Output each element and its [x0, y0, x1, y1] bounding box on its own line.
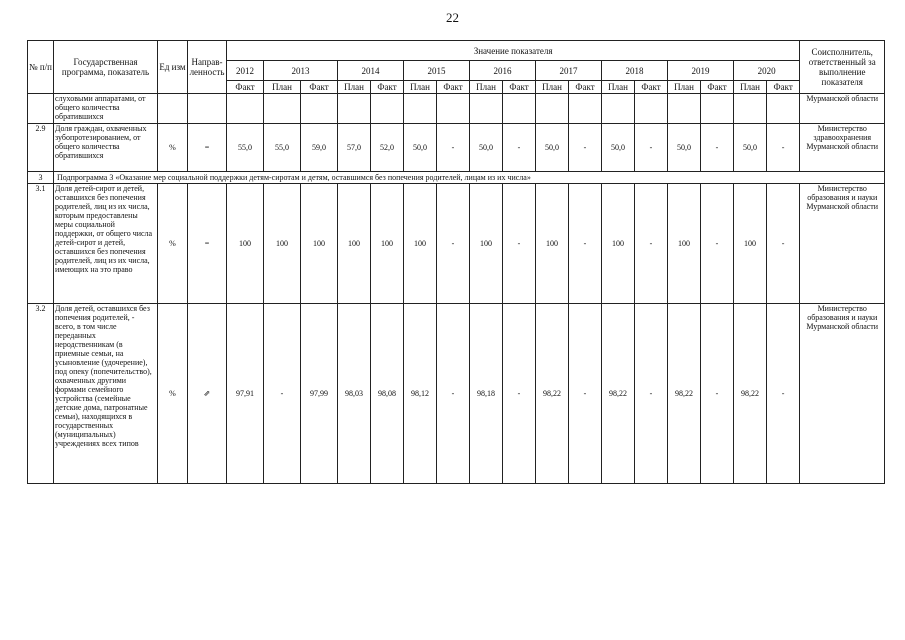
value-cell: 50,0 [734, 124, 767, 172]
value-cell [404, 94, 437, 124]
col-fact: Факт [227, 81, 264, 94]
value-cell [503, 94, 536, 124]
subprogram-num: 3 [28, 172, 54, 184]
value-cell: 52,0 [371, 124, 404, 172]
col-plan: План [602, 81, 635, 94]
row-indicator-name: слуховыми аппаратами, от общего количества обратившихся [54, 94, 158, 124]
value-cell: 98,22 [602, 304, 635, 484]
value-cell: 100 [470, 184, 503, 304]
col-fact: Факт [701, 81, 734, 94]
col-fact: Факт [767, 81, 800, 94]
value-cell: - [635, 304, 668, 484]
value-cell [301, 94, 338, 124]
value-cell: 98,22 [668, 304, 701, 484]
value-cell: 55,0 [227, 124, 264, 172]
year-2017: 2017 [536, 61, 602, 81]
header-coexecutor: Соисполнитель, ответственный за выполнение показателя [800, 41, 885, 94]
value-cell: 98,03 [338, 304, 371, 484]
value-cell: 98,08 [371, 304, 404, 484]
value-cell: 57,0 [338, 124, 371, 172]
value-cell: 50,0 [668, 124, 701, 172]
year-2020: 2020 [734, 61, 800, 81]
col-plan: План [668, 81, 701, 94]
col-plan: План [338, 81, 371, 94]
year-2012: 2012 [227, 61, 264, 81]
value-cell: - [701, 184, 734, 304]
value-cell: - [767, 304, 800, 484]
header-program: Государственная программа, показатель [54, 41, 158, 94]
value-cell: 100 [404, 184, 437, 304]
col-fact: Факт [437, 81, 470, 94]
indicators-table [27, 40, 885, 484]
row-coexecutor: Министерство образования и науки Мурманской области [800, 184, 885, 304]
value-cell: 98,18 [470, 304, 503, 484]
value-cell [569, 94, 602, 124]
value-cell: 100 [338, 184, 371, 304]
row-indicator-name: Доля детей, оставшихся без попечения родителей, - всего, в том числе переданных неродственникам (в приемные семьи, на усыновление (удочерение), под опеку (попечительство), охваченных другими формами семейного устройства (семейные детские дома, патронатные семьи), находящихся в государственных (муниципальных) учреждениях всех типов [54, 304, 158, 484]
col-fact: Факт [301, 81, 338, 94]
subprogram-title: Подпрограмма 3 «Оказание мер социальной поддержки детям-сиротам и детям, оставшимся без попечения родителей, лицам из их числа» [54, 172, 885, 184]
value-cell: 50,0 [404, 124, 437, 172]
value-cell: - [437, 184, 470, 304]
value-cell: - [635, 124, 668, 172]
value-cell [470, 94, 503, 124]
row-num [28, 94, 54, 124]
value-cell: - [569, 304, 602, 484]
row-direction [188, 94, 227, 124]
year-2019: 2019 [668, 61, 734, 81]
row-unit: % [158, 184, 188, 304]
value-cell: - [701, 304, 734, 484]
row-coexecutor: Министерство образования и науки Мурманской области [800, 304, 885, 484]
value-cell: 100 [301, 184, 338, 304]
value-cell: 55,0 [264, 124, 301, 172]
table-row [28, 94, 885, 124]
value-cell: 98,22 [734, 304, 767, 484]
row-coexecutor: Министерство здравоохранения Мурманской области [800, 124, 885, 172]
header-value-title: Значение показателя [227, 41, 800, 61]
year-2018: 2018 [602, 61, 668, 81]
value-cell: 100 [734, 184, 767, 304]
value-cell [227, 94, 264, 124]
col-plan: План [404, 81, 437, 94]
value-cell: - [503, 124, 536, 172]
value-cell [767, 94, 800, 124]
row-indicator-name: Доля граждан, охваченных зубопротезированием, от общего количества обратившихся [54, 124, 158, 172]
value-cell [602, 94, 635, 124]
value-cell [635, 94, 668, 124]
table-row [28, 304, 885, 484]
row-num: 3.2 [28, 304, 54, 484]
value-cell [701, 94, 734, 124]
col-fact: Факт [635, 81, 668, 94]
value-cell: - [503, 304, 536, 484]
value-cell [437, 94, 470, 124]
table-row [28, 184, 885, 304]
row-unit: % [158, 124, 188, 172]
header-direction: Направ-ленность [188, 41, 227, 94]
header-num: № п/п [28, 41, 54, 94]
value-cell: - [437, 124, 470, 172]
value-cell: 98,12 [404, 304, 437, 484]
year-2016: 2016 [470, 61, 536, 81]
value-cell: - [569, 124, 602, 172]
year-2014: 2014 [338, 61, 404, 81]
table-row [28, 124, 885, 172]
value-cell: 100 [371, 184, 404, 304]
value-cell: 100 [227, 184, 264, 304]
row-num: 2.9 [28, 124, 54, 172]
row-num: 3.1 [28, 184, 54, 304]
year-2015: 2015 [404, 61, 470, 81]
header-unit: Ед изм [158, 41, 188, 94]
value-cell: - [635, 184, 668, 304]
row-direction: = [188, 184, 227, 304]
value-cell: 50,0 [536, 124, 569, 172]
value-cell: 97,91 [227, 304, 264, 484]
value-cell [734, 94, 767, 124]
row-unit: % [158, 304, 188, 484]
value-cell: 100 [602, 184, 635, 304]
value-cell: 100 [668, 184, 701, 304]
value-cell: 100 [264, 184, 301, 304]
col-fact: Факт [371, 81, 404, 94]
value-cell [668, 94, 701, 124]
row-coexecutor: Мурманской области [800, 94, 885, 124]
value-cell: 50,0 [602, 124, 635, 172]
row-indicator-name: Доля детей-сирот и детей, оставшихся без попечения родителей, лиц из их числа, которым предоставлены меры социальной поддержки, от общего числа детей-сирот и детей, оставшихся без попечения родителей, лиц из их числа, имеющих на это право [54, 184, 158, 304]
value-cell [338, 94, 371, 124]
value-cell: - [437, 304, 470, 484]
value-cell: 50,0 [470, 124, 503, 172]
col-fact: Факт [569, 81, 602, 94]
value-cell: 59,0 [301, 124, 338, 172]
page-number: 22 [446, 10, 459, 25]
col-plan: План [264, 81, 301, 94]
col-plan: План [734, 81, 767, 94]
value-cell: - [503, 184, 536, 304]
value-cell: 97,99 [301, 304, 338, 484]
row-unit [158, 94, 188, 124]
value-cell: 98,22 [536, 304, 569, 484]
value-cell [536, 94, 569, 124]
value-cell [264, 94, 301, 124]
col-plan: План [470, 81, 503, 94]
year-2013: 2013 [264, 61, 338, 81]
value-cell: - [569, 184, 602, 304]
value-cell: - [767, 184, 800, 304]
value-cell: 100 [536, 184, 569, 304]
value-cell [371, 94, 404, 124]
row-direction: = [188, 124, 227, 172]
value-cell: - [701, 124, 734, 172]
value-cell: - [767, 124, 800, 172]
value-cell: - [264, 304, 301, 484]
col-plan: План [536, 81, 569, 94]
row-direction-arrow-icon: ⇗ [188, 304, 227, 484]
subprogram-row [28, 172, 885, 184]
col-fact: Факт [503, 81, 536, 94]
